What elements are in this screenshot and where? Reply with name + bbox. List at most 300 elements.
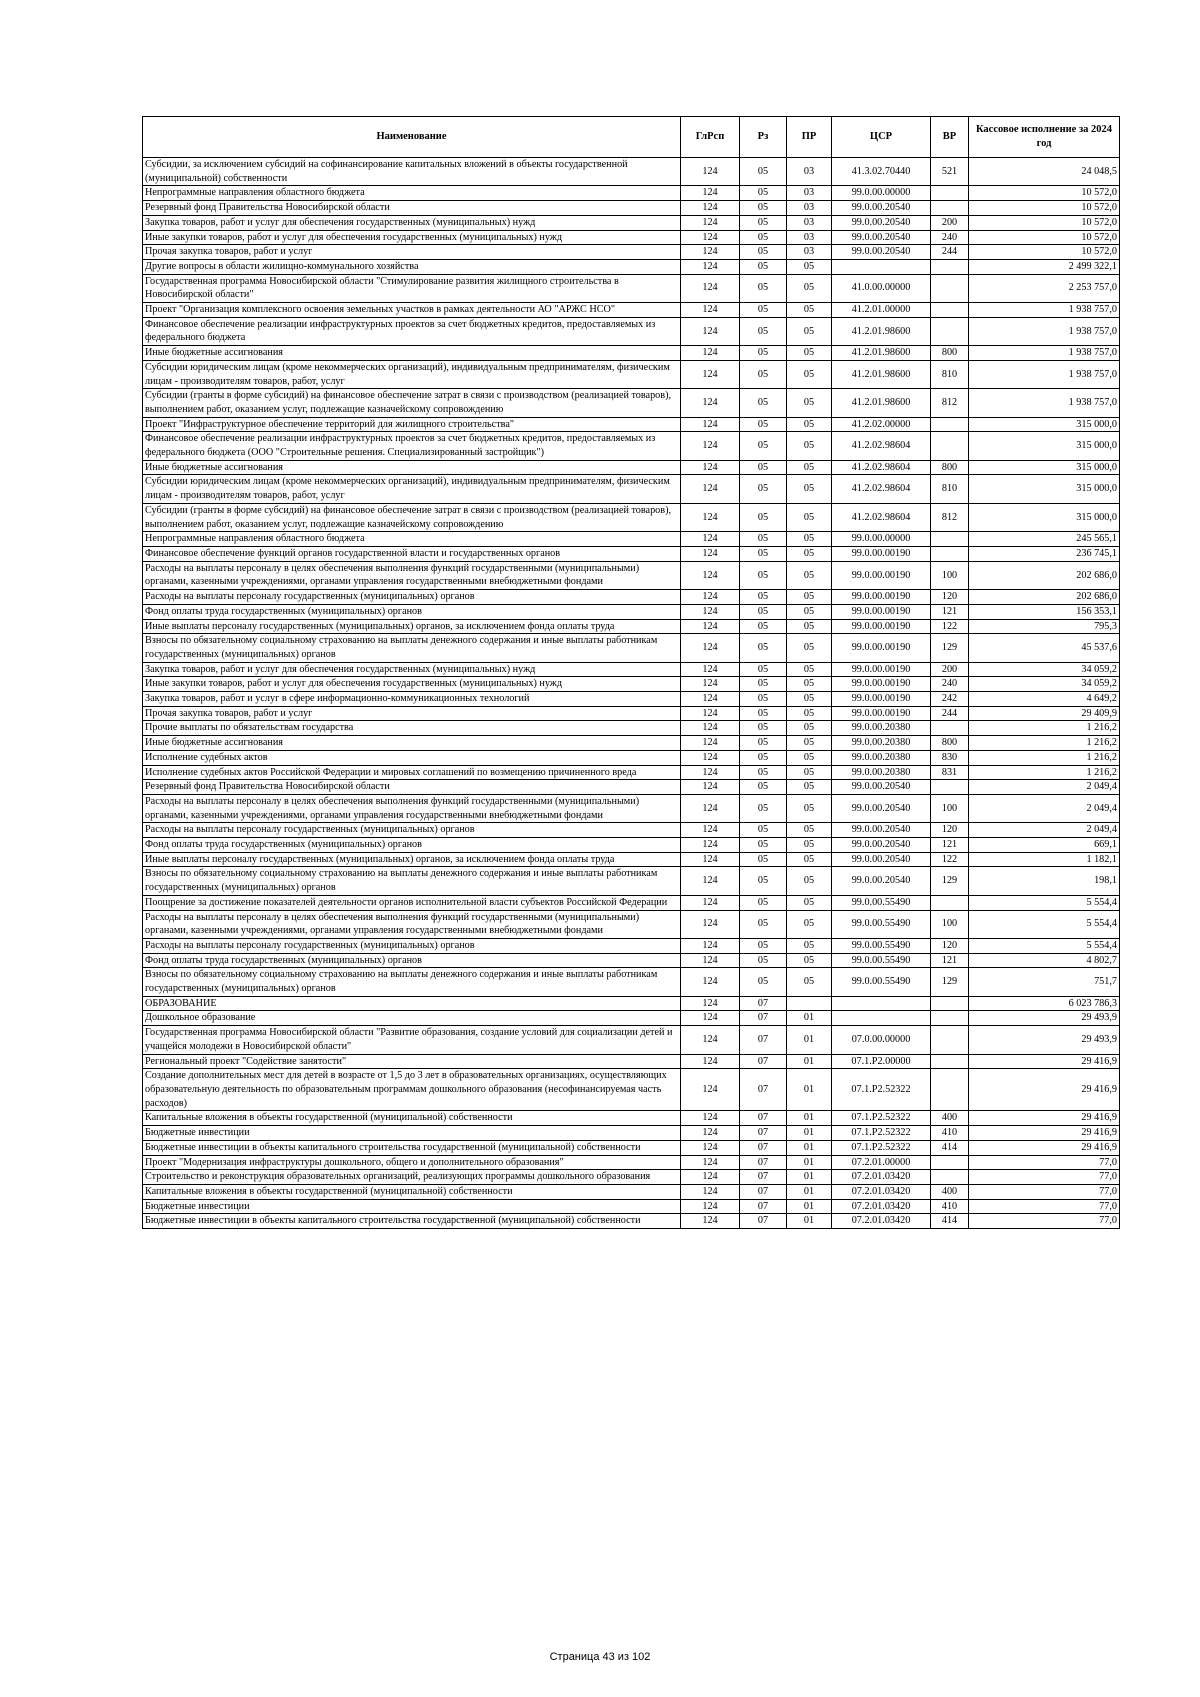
cell-amount: 45 537,6 — [969, 634, 1120, 662]
cell-vr: 120 — [931, 823, 969, 838]
cell-amount: 2 049,4 — [969, 780, 1120, 795]
cell-name: Закупка товаров, работ и услуг в сфере информационно-коммуникационных технологий — [143, 692, 681, 707]
cell-glrsp: 124 — [681, 736, 740, 751]
cell-pr: 05 — [787, 503, 832, 531]
cell-name: Расходы на выплаты персоналу в целях обеспечения выполнения функций государственными (муниципальными) органами, казенными учреждениями, органами управления государственными внебюджетными фондами — [143, 561, 681, 589]
cell-amount: 2 049,4 — [969, 794, 1120, 822]
cell-csr: 41.2.02.00000 — [832, 417, 931, 432]
cell-vr — [931, 532, 969, 547]
cell-csr: 99.0.00.20540 — [832, 838, 931, 853]
cell-rz: 07 — [740, 1011, 787, 1026]
cell-amount: 5 554,4 — [969, 910, 1120, 938]
cell-rz: 07 — [740, 1170, 787, 1185]
budget-table-container — [142, 116, 1119, 1229]
cell-amount: 77,0 — [969, 1170, 1120, 1185]
cell-rz: 05 — [740, 692, 787, 707]
table-row — [143, 158, 1120, 186]
cell-glrsp: 124 — [681, 346, 740, 361]
cell-name: Создание дополнительных мест для детей в возрасте от 1,5 до 3 лет в образовательных организациях, осуществляющих образовательную деятельность по образовательным программам дошкольного образования (несофинансируемая часть расходов) — [143, 1069, 681, 1111]
cell-rz: 07 — [740, 1054, 787, 1069]
cell-vr — [931, 303, 969, 318]
header-vr: ВР — [931, 117, 969, 158]
cell-pr: 05 — [787, 532, 832, 547]
cell-rz: 05 — [740, 158, 787, 186]
cell-rz: 05 — [740, 910, 787, 938]
cell-amount: 1 938 757,0 — [969, 346, 1120, 361]
cell-name: Непрограммные направления областного бюджета — [143, 186, 681, 201]
cell-rz: 05 — [740, 895, 787, 910]
table-row — [143, 867, 1120, 895]
cell-amount: 4 802,7 — [969, 953, 1120, 968]
cell-rz: 05 — [740, 532, 787, 547]
cell-amount: 5 554,4 — [969, 938, 1120, 953]
cell-glrsp: 124 — [681, 1026, 740, 1054]
table-row — [143, 590, 1120, 605]
cell-rz: 05 — [740, 619, 787, 634]
cell-rz: 05 — [740, 838, 787, 853]
cell-vr — [931, 317, 969, 345]
cell-amount: 315 000,0 — [969, 503, 1120, 531]
cell-pr: 01 — [787, 1184, 832, 1199]
cell-csr: 99.0.00.55490 — [832, 938, 931, 953]
cell-vr — [931, 259, 969, 274]
cell-pr: 05 — [787, 677, 832, 692]
cell-amount: 2 499 322,1 — [969, 259, 1120, 274]
cell-csr: 41.2.01.00000 — [832, 303, 931, 318]
cell-glrsp: 124 — [681, 634, 740, 662]
cell-name: Проект "Модернизация инфраструктуры дошкольного, общего и дополнительного образования" — [143, 1155, 681, 1170]
cell-pr: 03 — [787, 186, 832, 201]
table-row — [143, 532, 1120, 547]
cell-csr: 99.0.00.00190 — [832, 590, 931, 605]
cell-amount: 315 000,0 — [969, 460, 1120, 475]
cell-pr: 05 — [787, 953, 832, 968]
cell-glrsp: 124 — [681, 546, 740, 561]
cell-glrsp: 124 — [681, 953, 740, 968]
cell-vr: 240 — [931, 230, 969, 245]
cell-name: Иные бюджетные ассигнования — [143, 460, 681, 475]
cell-glrsp: 124 — [681, 274, 740, 302]
cell-vr: 831 — [931, 765, 969, 780]
cell-glrsp: 124 — [681, 417, 740, 432]
cell-csr: 41.2.02.98604 — [832, 503, 931, 531]
cell-vr: 121 — [931, 838, 969, 853]
cell-pr: 05 — [787, 895, 832, 910]
cell-rz: 05 — [740, 546, 787, 561]
cell-pr: 01 — [787, 1140, 832, 1155]
cell-vr: 800 — [931, 736, 969, 751]
cell-name: Прочая закупка товаров, работ и услуг — [143, 245, 681, 260]
cell-vr — [931, 895, 969, 910]
cell-csr: 99.0.00.20540 — [832, 230, 931, 245]
cell-name: Бюджетные инвестиции в объекты капитального строительства государственной (муниципальной) собственности — [143, 1214, 681, 1229]
cell-name: Закупка товаров, работ и услуг для обеспечения государственных (муниципальных) нужд — [143, 215, 681, 230]
cell-rz: 07 — [740, 1069, 787, 1111]
cell-csr: 99.0.00.55490 — [832, 910, 931, 938]
cell-pr: 05 — [787, 259, 832, 274]
cell-rz: 05 — [740, 721, 787, 736]
cell-glrsp: 124 — [681, 1069, 740, 1111]
table-row — [143, 245, 1120, 260]
cell-csr: 41.2.01.98600 — [832, 360, 931, 388]
cell-rz: 05 — [740, 460, 787, 475]
cell-name: Иные бюджетные ассигнования — [143, 346, 681, 361]
cell-csr: 99.0.00.20540 — [832, 823, 931, 838]
cell-pr: 05 — [787, 780, 832, 795]
cell-pr: 05 — [787, 968, 832, 996]
table-row — [143, 852, 1120, 867]
table-row — [143, 186, 1120, 201]
table-row — [143, 1011, 1120, 1026]
cell-csr: 99.0.00.20380 — [832, 736, 931, 751]
cell-glrsp: 124 — [681, 750, 740, 765]
cell-glrsp: 124 — [681, 677, 740, 692]
cell-vr — [931, 417, 969, 432]
cell-glrsp: 124 — [681, 503, 740, 531]
cell-amount: 77,0 — [969, 1199, 1120, 1214]
cell-csr: 99.0.00.20540 — [832, 794, 931, 822]
cell-csr: 99.0.00.55490 — [832, 968, 931, 996]
cell-rz: 05 — [740, 245, 787, 260]
cell-glrsp: 124 — [681, 968, 740, 996]
cell-glrsp: 124 — [681, 938, 740, 953]
cell-csr: 41.2.01.98600 — [832, 346, 931, 361]
cell-csr — [832, 996, 931, 1011]
cell-vr: 242 — [931, 692, 969, 707]
cell-csr: 07.1.P2.00000 — [832, 1054, 931, 1069]
cell-csr: 99.0.00.20540 — [832, 852, 931, 867]
cell-vr: 240 — [931, 677, 969, 692]
table-row — [143, 938, 1120, 953]
cell-csr: 99.0.00.20540 — [832, 201, 931, 216]
cell-glrsp: 124 — [681, 1126, 740, 1141]
cell-amount: 315 000,0 — [969, 417, 1120, 432]
cell-pr: 05 — [787, 692, 832, 707]
cell-rz: 05 — [740, 968, 787, 996]
table-row — [143, 721, 1120, 736]
cell-csr: 41.2.01.98600 — [832, 317, 931, 345]
table-row — [143, 460, 1120, 475]
cell-pr: 05 — [787, 706, 832, 721]
cell-glrsp: 124 — [681, 838, 740, 853]
table-row — [143, 765, 1120, 780]
cell-csr — [832, 259, 931, 274]
cell-glrsp: 124 — [681, 432, 740, 460]
cell-glrsp: 124 — [681, 1140, 740, 1155]
cell-name: Государственная программа Новосибирской области "Стимулирование развития жилищного строительства в Новосибирской области" — [143, 274, 681, 302]
cell-vr: 400 — [931, 1111, 969, 1126]
cell-rz: 05 — [740, 706, 787, 721]
table-row — [143, 346, 1120, 361]
cell-rz: 05 — [740, 346, 787, 361]
cell-vr: 122 — [931, 852, 969, 867]
cell-csr: 07.2.01.03420 — [832, 1214, 931, 1229]
cell-pr: 05 — [787, 604, 832, 619]
table-row — [143, 662, 1120, 677]
cell-vr: 100 — [931, 910, 969, 938]
cell-rz: 07 — [740, 1155, 787, 1170]
cell-vr: 414 — [931, 1214, 969, 1229]
cell-glrsp: 124 — [681, 317, 740, 345]
cell-pr: 03 — [787, 230, 832, 245]
table-row — [143, 475, 1120, 503]
cell-vr: 120 — [931, 590, 969, 605]
cell-vr: 100 — [931, 794, 969, 822]
cell-vr: 129 — [931, 867, 969, 895]
cell-amount: 245 565,1 — [969, 532, 1120, 547]
table-row — [143, 996, 1120, 1011]
cell-name: Дошкольное образование — [143, 1011, 681, 1026]
cell-name: Проект "Инфраструктурное обеспечение территорий для жилищного строительства" — [143, 417, 681, 432]
table-row — [143, 1214, 1120, 1229]
header-pr: ПР — [787, 117, 832, 158]
cell-pr: 05 — [787, 765, 832, 780]
table-row — [143, 838, 1120, 853]
cell-amount: 29 493,9 — [969, 1011, 1120, 1026]
cell-csr: 99.0.00.20380 — [832, 750, 931, 765]
cell-amount: 1 938 757,0 — [969, 360, 1120, 388]
cell-csr: 41.2.01.98600 — [832, 389, 931, 417]
table-row — [143, 546, 1120, 561]
cell-csr: 41.0.00.00000 — [832, 274, 931, 302]
cell-vr — [931, 186, 969, 201]
table-body — [143, 158, 1120, 1229]
cell-amount: 4 649,2 — [969, 692, 1120, 707]
cell-amount: 29 409,9 — [969, 706, 1120, 721]
cell-rz: 05 — [740, 823, 787, 838]
cell-glrsp: 124 — [681, 662, 740, 677]
table-row — [143, 1155, 1120, 1170]
cell-glrsp: 124 — [681, 1111, 740, 1126]
table-row — [143, 780, 1120, 795]
cell-vr — [931, 274, 969, 302]
cell-pr: 05 — [787, 346, 832, 361]
cell-glrsp: 124 — [681, 721, 740, 736]
cell-glrsp: 124 — [681, 1170, 740, 1185]
cell-name: Иные выплаты персоналу государственных (муниципальных) органов, за исключением фонда оплаты труда — [143, 619, 681, 634]
table-row — [143, 953, 1120, 968]
cell-csr: 99.0.00.00000 — [832, 186, 931, 201]
cell-amount: 77,0 — [969, 1155, 1120, 1170]
cell-rz: 05 — [740, 938, 787, 953]
cell-pr: 01 — [787, 1011, 832, 1026]
cell-pr: 03 — [787, 158, 832, 186]
cell-glrsp: 124 — [681, 852, 740, 867]
cell-name: Финансовое обеспечение реализации инфраструктурных проектов за счет бюджетных кредитов, предоставляемых из федерального бюджета — [143, 317, 681, 345]
table-row — [143, 1140, 1120, 1155]
table-row — [143, 230, 1120, 245]
cell-name: Бюджетные инвестиции в объекты капитального строительства государственной (муниципальной) собственности — [143, 1140, 681, 1155]
cell-name: Закупка товаров, работ и услуг для обеспечения государственных (муниципальных) нужд — [143, 662, 681, 677]
cell-name: Взносы по обязательному социальному страхованию на выплаты денежного содержания и иные выплаты работникам государственных (муниципальных) органов — [143, 867, 681, 895]
cell-csr: 07.2.01.00000 — [832, 1155, 931, 1170]
cell-pr: 05 — [787, 794, 832, 822]
cell-name: Субсидии юридическим лицам (кроме некоммерческих организаций), индивидуальным предпринимателям, физическим лицам - производителям товаров, работ, услуг — [143, 475, 681, 503]
cell-rz: 05 — [740, 503, 787, 531]
table-row — [143, 604, 1120, 619]
cell-rz: 05 — [740, 259, 787, 274]
cell-vr — [931, 721, 969, 736]
cell-vr: 812 — [931, 503, 969, 531]
cell-csr: 99.0.00.20540 — [832, 780, 931, 795]
cell-vr: 122 — [931, 619, 969, 634]
cell-pr: 05 — [787, 823, 832, 838]
cell-glrsp: 124 — [681, 1184, 740, 1199]
cell-rz: 05 — [740, 765, 787, 780]
cell-rz: 05 — [740, 389, 787, 417]
cell-csr: 99.0.00.00190 — [832, 692, 931, 707]
cell-rz: 05 — [740, 852, 787, 867]
cell-csr: 99.0.00.20380 — [832, 765, 931, 780]
cell-csr: 07.2.01.03420 — [832, 1199, 931, 1214]
cell-vr — [931, 201, 969, 216]
cell-pr: 01 — [787, 1170, 832, 1185]
table-row — [143, 561, 1120, 589]
cell-name: Строительство и реконструкция образовательных организаций, реализующих программы дошкольного образования — [143, 1170, 681, 1185]
cell-glrsp: 124 — [681, 823, 740, 838]
cell-name: Финансовое обеспечение функций органов государственной власти и государственных органов — [143, 546, 681, 561]
cell-rz: 05 — [740, 794, 787, 822]
header-name: Наименование — [143, 117, 681, 158]
budget-table — [142, 116, 1120, 1229]
cell-csr: 07.1.P2.52322 — [832, 1140, 931, 1155]
cell-glrsp: 124 — [681, 389, 740, 417]
cell-amount: 6 023 786,3 — [969, 996, 1120, 1011]
table-row — [143, 736, 1120, 751]
cell-rz: 07 — [740, 1184, 787, 1199]
cell-rz: 07 — [740, 1199, 787, 1214]
cell-vr — [931, 1170, 969, 1185]
cell-pr: 03 — [787, 215, 832, 230]
cell-glrsp: 124 — [681, 460, 740, 475]
cell-glrsp: 124 — [681, 780, 740, 795]
cell-amount: 10 572,0 — [969, 230, 1120, 245]
cell-name: Финансовое обеспечение реализации инфраструктурных проектов за счет бюджетных кредитов, предоставляемых из федерального бюджета (ООО "Строительные решения. Специализированный застройщик") — [143, 432, 681, 460]
cell-rz: 05 — [740, 215, 787, 230]
cell-glrsp: 124 — [681, 201, 740, 216]
cell-pr: 01 — [787, 1155, 832, 1170]
table-row — [143, 750, 1120, 765]
cell-amount: 1 182,1 — [969, 852, 1120, 867]
table-row — [143, 895, 1120, 910]
cell-amount: 29 416,9 — [969, 1069, 1120, 1111]
cell-vr: 100 — [931, 561, 969, 589]
cell-name: Расходы на выплаты персоналу в целях обеспечения выполнения функций государственными (муниципальными) органами, казенными учреждениями, органами управления государственными внебюджетными фондами — [143, 794, 681, 822]
table-row — [143, 417, 1120, 432]
table-row — [143, 823, 1120, 838]
cell-rz: 05 — [740, 867, 787, 895]
cell-rz: 05 — [740, 475, 787, 503]
cell-glrsp: 124 — [681, 245, 740, 260]
table-row — [143, 215, 1120, 230]
cell-glrsp: 124 — [681, 706, 740, 721]
cell-pr: 05 — [787, 317, 832, 345]
table-row — [143, 303, 1120, 318]
cell-rz: 05 — [740, 750, 787, 765]
cell-glrsp: 124 — [681, 996, 740, 1011]
cell-glrsp: 124 — [681, 532, 740, 547]
cell-name: Поощрение за достижение показателей деятельности органов исполнительной власти субъектов Российской Федерации — [143, 895, 681, 910]
cell-vr: 200 — [931, 662, 969, 677]
cell-csr: 99.0.00.00190 — [832, 662, 931, 677]
cell-glrsp: 124 — [681, 1054, 740, 1069]
table-row — [143, 910, 1120, 938]
cell-csr: 99.0.00.00190 — [832, 706, 931, 721]
cell-pr: 05 — [787, 750, 832, 765]
cell-vr: 121 — [931, 604, 969, 619]
cell-name: Расходы на выплаты персоналу государственных (муниципальных) органов — [143, 938, 681, 953]
cell-pr: 01 — [787, 1126, 832, 1141]
table-row — [143, 692, 1120, 707]
cell-pr: 05 — [787, 852, 832, 867]
table-row — [143, 259, 1120, 274]
cell-csr: 07.1.P2.52322 — [832, 1111, 931, 1126]
cell-amount: 29 416,9 — [969, 1111, 1120, 1126]
cell-glrsp: 124 — [681, 604, 740, 619]
cell-glrsp: 124 — [681, 867, 740, 895]
cell-rz: 05 — [740, 677, 787, 692]
cell-vr: 812 — [931, 389, 969, 417]
cell-csr: 99.0.00.20540 — [832, 215, 931, 230]
cell-glrsp: 124 — [681, 259, 740, 274]
cell-amount: 1 216,2 — [969, 736, 1120, 751]
cell-pr: 05 — [787, 867, 832, 895]
cell-amount: 10 572,0 — [969, 186, 1120, 201]
cell-csr: 99.0.00.00190 — [832, 561, 931, 589]
cell-pr: 05 — [787, 736, 832, 751]
cell-amount: 29 416,9 — [969, 1140, 1120, 1155]
cell-rz: 05 — [740, 604, 787, 619]
cell-csr: 07.2.01.03420 — [832, 1184, 931, 1199]
cell-csr: 07.1.P2.52322 — [832, 1069, 931, 1111]
cell-rz: 05 — [740, 953, 787, 968]
cell-rz: 07 — [740, 996, 787, 1011]
cell-name: Резервный фонд Правительства Новосибирской области — [143, 201, 681, 216]
cell-pr: 05 — [787, 432, 832, 460]
cell-rz: 05 — [740, 274, 787, 302]
table-header-row — [143, 117, 1120, 158]
cell-vr — [931, 1026, 969, 1054]
cell-name: Субсидии (гранты в форме субсидий) на финансовое обеспечение затрат в связи с производством (реализацией товаров), выполнением работ, оказанием услуг, подлежащие казначейскому сопровождению — [143, 503, 681, 531]
cell-vr: 244 — [931, 245, 969, 260]
table-row — [143, 432, 1120, 460]
cell-pr: 05 — [787, 303, 832, 318]
header-amount: Кассовое исполнение за 2024 год — [969, 117, 1120, 158]
table-row — [143, 677, 1120, 692]
table-row — [143, 706, 1120, 721]
cell-amount: 24 048,5 — [969, 158, 1120, 186]
cell-vr: 810 — [931, 360, 969, 388]
header-csr: ЦСР — [832, 117, 931, 158]
cell-rz: 07 — [740, 1140, 787, 1155]
cell-pr: 01 — [787, 1069, 832, 1111]
cell-pr: 05 — [787, 662, 832, 677]
cell-pr: 05 — [787, 360, 832, 388]
cell-vr: 410 — [931, 1126, 969, 1141]
cell-name: Иные бюджетные ассигнования — [143, 736, 681, 751]
cell-rz: 05 — [740, 780, 787, 795]
table-row — [143, 389, 1120, 417]
cell-name: Другие вопросы в области жилищно-коммунального хозяйства — [143, 259, 681, 274]
cell-amount: 10 572,0 — [969, 201, 1120, 216]
cell-pr: 05 — [787, 389, 832, 417]
cell-rz: 05 — [740, 417, 787, 432]
cell-rz: 05 — [740, 201, 787, 216]
cell-name: Иные закупки товаров, работ и услуг для обеспечения государственных (муниципальных) нужд — [143, 677, 681, 692]
cell-csr: 99.0.00.00190 — [832, 546, 931, 561]
cell-pr: 01 — [787, 1026, 832, 1054]
cell-glrsp: 124 — [681, 1155, 740, 1170]
